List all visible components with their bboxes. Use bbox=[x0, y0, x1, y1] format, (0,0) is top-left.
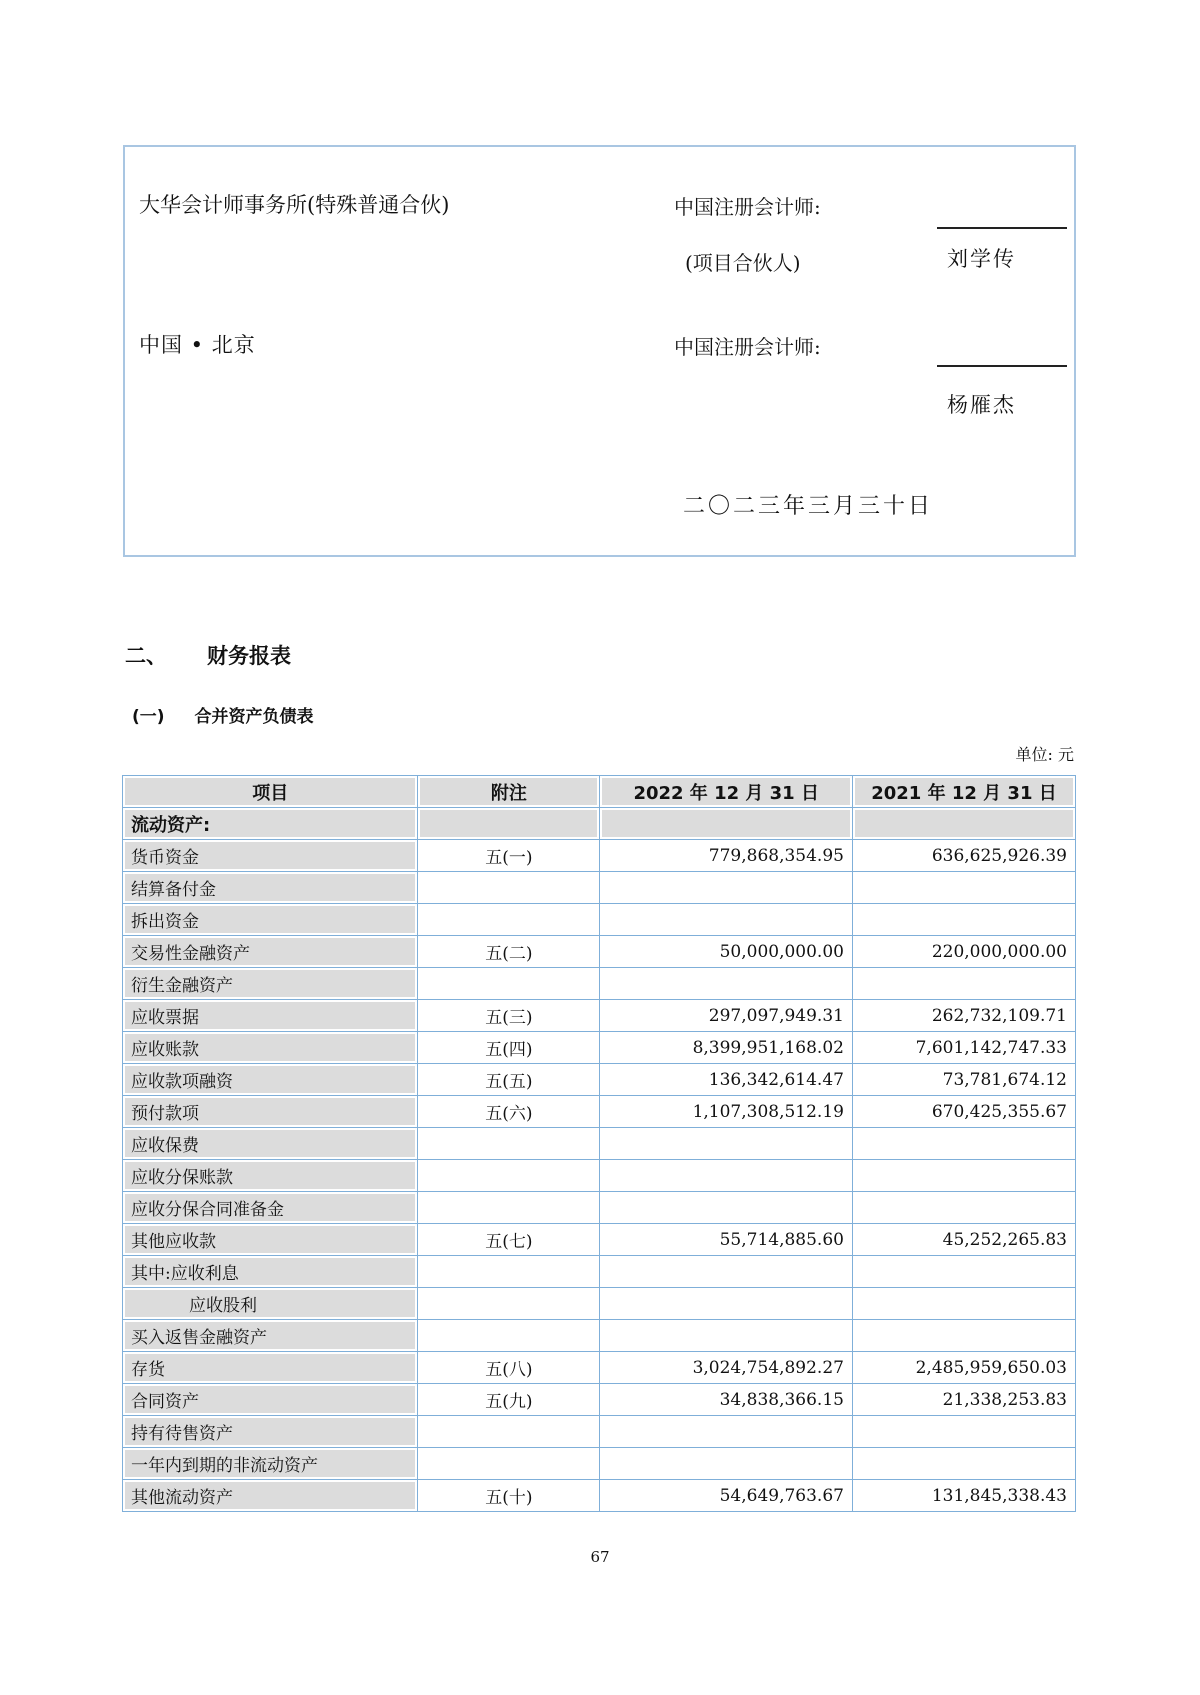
row-note-cell: 五(二) bbox=[418, 936, 600, 968]
row-item-cell: 拆出资金 bbox=[123, 904, 418, 936]
table-header-row bbox=[123, 776, 1076, 808]
cpa-name-2: 杨雁杰 bbox=[947, 393, 1016, 417]
row-2022-value-cell: 297,097,949.31 bbox=[600, 1000, 853, 1032]
row-item-cell: 其他流动资产 bbox=[123, 1480, 418, 1512]
row-item-cell: 应收款项融资 bbox=[123, 1064, 418, 1096]
subsection-title: 合并资产负债表 bbox=[194, 707, 314, 727]
row-2021-value-cell: 131,845,338.43 bbox=[852, 1480, 1075, 1512]
row-item-cell: 一年内到期的非流动资产 bbox=[123, 1448, 418, 1480]
table-row bbox=[123, 808, 1076, 840]
row-item-cell: 应收股利 bbox=[123, 1288, 418, 1320]
table-row bbox=[123, 1320, 1076, 1352]
row-2022-value-cell bbox=[600, 808, 853, 840]
row-item-cell: 持有待售资产 bbox=[123, 1416, 418, 1448]
firm-name: 大华会计师事务所(特殊普通合伙) bbox=[139, 193, 450, 217]
row-item-cell: 预付款项 bbox=[123, 1096, 418, 1128]
table-row bbox=[123, 1288, 1076, 1320]
row-note-cell bbox=[418, 1128, 600, 1160]
balance-sheet-table bbox=[122, 775, 1076, 1512]
row-2021-value-cell: 45,252,265.83 bbox=[852, 1224, 1075, 1256]
row-2022-value-cell bbox=[600, 872, 853, 904]
table-row bbox=[123, 1160, 1076, 1192]
signature-line-2 bbox=[937, 365, 1067, 367]
table-row bbox=[123, 872, 1076, 904]
row-item-cell: 流动资产: bbox=[123, 808, 418, 840]
row-note-cell: 五(六) bbox=[418, 1096, 600, 1128]
table-row bbox=[123, 1480, 1076, 1512]
cpa-label-1: 中国注册会计师: bbox=[674, 195, 821, 219]
row-note-cell: 五(八) bbox=[418, 1352, 600, 1384]
row-note-cell: 五(一) bbox=[418, 840, 600, 872]
cpa-role-label: (项目合伙人) bbox=[685, 251, 801, 275]
row-2022-value-cell: 34,838,366.15 bbox=[600, 1384, 853, 1416]
row-2022-value-cell bbox=[600, 1448, 853, 1480]
table-row bbox=[123, 936, 1076, 968]
row-2021-value-cell bbox=[852, 872, 1075, 904]
row-item-cell: 应收票据 bbox=[123, 1000, 418, 1032]
row-2022-value-cell bbox=[600, 1320, 853, 1352]
row-2022-value-cell: 779,868,354.95 bbox=[600, 840, 853, 872]
table-row bbox=[123, 1032, 1076, 1064]
row-2021-value-cell bbox=[852, 808, 1075, 840]
row-item-cell: 交易性金融资产 bbox=[123, 936, 418, 968]
table-row bbox=[123, 1000, 1076, 1032]
row-2021-value-cell bbox=[852, 1256, 1075, 1288]
row-2022-value-cell: 50,000,000.00 bbox=[600, 936, 853, 968]
row-2021-value-cell: 21,338,253.83 bbox=[852, 1384, 1075, 1416]
row-item-cell: 货币资金 bbox=[123, 840, 418, 872]
unit-note: 单位: 元 bbox=[1015, 745, 1074, 764]
row-2021-value-cell bbox=[852, 1192, 1075, 1224]
cpa-label-2: 中国注册会计师: bbox=[674, 335, 821, 359]
signature-box bbox=[123, 145, 1076, 557]
row-2021-value-cell: 262,732,109.71 bbox=[852, 1000, 1075, 1032]
row-note-cell bbox=[418, 1288, 600, 1320]
row-2022-value-cell bbox=[600, 1416, 853, 1448]
row-item-cell: 存货 bbox=[123, 1352, 418, 1384]
row-2021-value-cell: 73,781,674.12 bbox=[852, 1064, 1075, 1096]
row-item-cell: 应收账款 bbox=[123, 1032, 418, 1064]
signature-line-1 bbox=[937, 227, 1067, 229]
row-item-cell: 应收分保合同准备金 bbox=[123, 1192, 418, 1224]
row-2021-value-cell bbox=[852, 904, 1075, 936]
row-2021-value-cell: 2,485,959,650.03 bbox=[852, 1352, 1075, 1384]
row-note-cell bbox=[418, 1320, 600, 1352]
table-row bbox=[123, 1224, 1076, 1256]
row-item-cell: 其中:应收利息 bbox=[123, 1256, 418, 1288]
page-number: 67 bbox=[590, 1548, 610, 1566]
section-heading bbox=[125, 640, 291, 670]
table-row bbox=[123, 840, 1076, 872]
row-note-cell bbox=[418, 1256, 600, 1288]
table-row bbox=[123, 1128, 1076, 1160]
row-2021-value-cell bbox=[852, 1160, 1075, 1192]
row-note-cell: 五(十) bbox=[418, 1480, 600, 1512]
row-2022-value-cell: 55,714,885.60 bbox=[600, 1224, 853, 1256]
row-2021-value-cell bbox=[852, 1320, 1075, 1352]
table-row bbox=[123, 1064, 1076, 1096]
table-row bbox=[123, 1192, 1076, 1224]
table-row bbox=[123, 1448, 1076, 1480]
row-2022-value-cell bbox=[600, 1256, 853, 1288]
col-header-note: 附注 bbox=[418, 776, 600, 808]
row-note-cell bbox=[418, 1416, 600, 1448]
subsection-number: (一) bbox=[132, 707, 165, 727]
firm-location: 中国 • 北京 bbox=[139, 333, 256, 357]
row-2022-value-cell: 1,107,308,512.19 bbox=[600, 1096, 853, 1128]
row-2021-value-cell: 7,601,142,747.33 bbox=[852, 1032, 1075, 1064]
col-header-item: 项目 bbox=[123, 776, 418, 808]
table-row bbox=[123, 1384, 1076, 1416]
row-item-cell: 结算备付金 bbox=[123, 872, 418, 904]
row-note-cell bbox=[418, 1160, 600, 1192]
table-row bbox=[123, 1352, 1076, 1384]
table-row bbox=[123, 968, 1076, 1000]
row-2022-value-cell bbox=[600, 1288, 853, 1320]
row-item-cell: 合同资产 bbox=[123, 1384, 418, 1416]
report-date: 二〇二三年三月三十日 bbox=[683, 494, 934, 519]
table-row bbox=[123, 1096, 1076, 1128]
row-note-cell: 五(三) bbox=[418, 1000, 600, 1032]
row-note-cell bbox=[418, 872, 600, 904]
row-2021-value-cell bbox=[852, 1448, 1075, 1480]
row-note-cell bbox=[418, 968, 600, 1000]
row-2022-value-cell bbox=[600, 1128, 853, 1160]
row-2022-value-cell: 3,024,754,892.27 bbox=[600, 1352, 853, 1384]
subsection-heading bbox=[132, 702, 314, 727]
row-2021-value-cell: 636,625,926.39 bbox=[852, 840, 1075, 872]
row-note-cell: 五(九) bbox=[418, 1384, 600, 1416]
table-row bbox=[123, 1416, 1076, 1448]
row-2022-value-cell bbox=[600, 1160, 853, 1192]
row-2021-value-cell: 670,425,355.67 bbox=[852, 1096, 1075, 1128]
row-item-cell: 衍生金融资产 bbox=[123, 968, 418, 1000]
row-item-cell: 应收保费 bbox=[123, 1128, 418, 1160]
row-2022-value-cell: 136,342,614.47 bbox=[600, 1064, 853, 1096]
row-note-cell bbox=[418, 904, 600, 936]
row-note-cell bbox=[418, 1192, 600, 1224]
section-number: 二、 bbox=[125, 644, 167, 668]
row-2022-value-cell: 8,399,951,168.02 bbox=[600, 1032, 853, 1064]
row-note-cell: 五(四) bbox=[418, 1032, 600, 1064]
row-2021-value-cell: 220,000,000.00 bbox=[852, 936, 1075, 968]
row-2022-value-cell: 54,649,763.67 bbox=[600, 1480, 853, 1512]
col-header-2021: 2021 年 12 月 31 日 bbox=[852, 776, 1075, 808]
row-2022-value-cell bbox=[600, 1192, 853, 1224]
row-note-cell: 五(七) bbox=[418, 1224, 600, 1256]
cpa-name-1: 刘学传 bbox=[947, 247, 1016, 271]
col-header-2022: 2022 年 12 月 31 日 bbox=[600, 776, 853, 808]
row-item-cell: 应收分保账款 bbox=[123, 1160, 418, 1192]
row-item-cell: 其他应收款 bbox=[123, 1224, 418, 1256]
row-note-cell bbox=[418, 808, 600, 840]
balance-sheet-body bbox=[123, 808, 1076, 1512]
row-2021-value-cell bbox=[852, 1288, 1075, 1320]
row-2021-value-cell bbox=[852, 1416, 1075, 1448]
table-row bbox=[123, 904, 1076, 936]
row-2021-value-cell bbox=[852, 1128, 1075, 1160]
row-note-cell: 五(五) bbox=[418, 1064, 600, 1096]
row-2021-value-cell bbox=[852, 968, 1075, 1000]
row-note-cell bbox=[418, 1448, 600, 1480]
row-item-cell: 买入返售金融资产 bbox=[123, 1320, 418, 1352]
row-2022-value-cell bbox=[600, 968, 853, 1000]
section-title: 财务报表 bbox=[207, 644, 291, 668]
table-row bbox=[123, 1256, 1076, 1288]
row-2022-value-cell bbox=[600, 904, 853, 936]
